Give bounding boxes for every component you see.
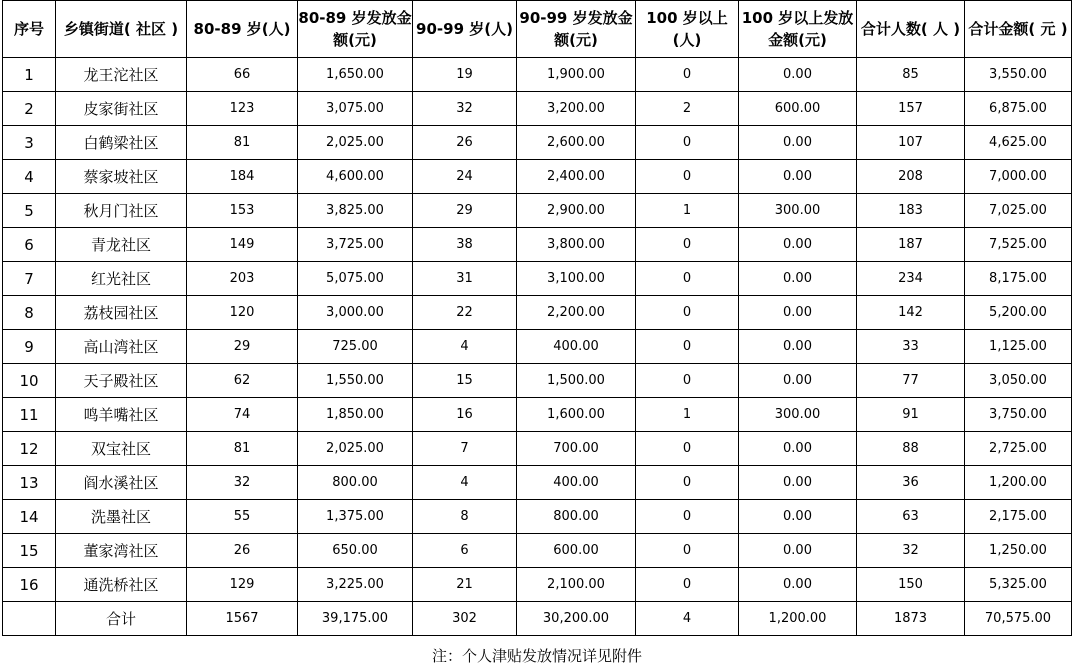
footnote: 注：个人津贴发放情况详见附件 xyxy=(431,647,642,665)
count-90-99-cell: 6 xyxy=(413,534,517,568)
count-80-89-cell: 81 xyxy=(187,126,298,160)
count-90-99-cell: 32 xyxy=(413,92,517,126)
community-cell: 白鹤梁社区 xyxy=(56,126,187,160)
count-80-89-cell: 149 xyxy=(187,228,298,262)
amount-100-plus-cell: 0.00 xyxy=(739,500,857,534)
amount-80-89-cell: 650.00 xyxy=(298,534,413,568)
table-row xyxy=(3,58,1072,92)
seq-cell: 16 xyxy=(3,568,56,602)
header-total-count: 合计人数( 人 ) xyxy=(857,1,965,58)
count-100-plus-cell: 0 xyxy=(636,534,739,568)
table-row xyxy=(3,92,1072,126)
count-80-89-cell: 203 xyxy=(187,262,298,296)
community-cell: 高山湾社区 xyxy=(56,330,187,364)
total-amount-cell: 6,875.00 xyxy=(965,92,1072,126)
total-count-cell: 33 xyxy=(857,330,965,364)
count-100-plus-cell: 0 xyxy=(636,466,739,500)
table-row xyxy=(3,330,1072,364)
total-row xyxy=(3,602,1072,636)
table-row xyxy=(3,398,1072,432)
amount-100-plus-cell: 0.00 xyxy=(739,296,857,330)
count-80-89-cell: 74 xyxy=(187,398,298,432)
count-80-89-cell: 26 xyxy=(187,534,298,568)
total-amount-cell: 8,175.00 xyxy=(965,262,1072,296)
count-100-plus-cell: 2 xyxy=(636,92,739,126)
seq-cell: 2 xyxy=(3,92,56,126)
amount-80-89-cell: 2,025.00 xyxy=(298,432,413,466)
table-row xyxy=(3,160,1072,194)
total-amount-cell: 1,250.00 xyxy=(965,534,1072,568)
amount-90-99-cell: 400.00 xyxy=(517,466,636,500)
amount-100-plus-cell: 600.00 xyxy=(739,92,857,126)
total-amount-cell: 1,125.00 xyxy=(965,330,1072,364)
count-100-plus-cell: 0 xyxy=(636,160,739,194)
seq-cell: 13 xyxy=(3,466,56,500)
count-80-89-cell: 55 xyxy=(187,500,298,534)
total-amount-cell: 3,550.00 xyxy=(965,58,1072,92)
table-row xyxy=(3,296,1072,330)
community-cell: 荔枝园社区 xyxy=(56,296,187,330)
count-80-89-cell: 81 xyxy=(187,432,298,466)
amount-100-plus-cell: 0.00 xyxy=(739,160,857,194)
seq-cell: 7 xyxy=(3,262,56,296)
total-amount-cell: 2,175.00 xyxy=(965,500,1072,534)
count-90-99-cell: 22 xyxy=(413,296,517,330)
count-80-89-cell: 62 xyxy=(187,364,298,398)
amount-100-plus-cell: 0.00 xyxy=(739,126,857,160)
amount-90-99-cell: 2,400.00 xyxy=(517,160,636,194)
total-amount-cell: 1,200.00 xyxy=(965,466,1072,500)
total-count-cell: 234 xyxy=(857,262,965,296)
seq-cell: 9 xyxy=(3,330,56,364)
amount-100-plus-cell: 0.00 xyxy=(739,262,857,296)
total-count-cell: 88 xyxy=(857,432,965,466)
count-100-plus-cell: 0 xyxy=(636,262,739,296)
count-90-99-cell: 21 xyxy=(413,568,517,602)
amount-80-89-cell: 725.00 xyxy=(298,330,413,364)
total-cell: 302 xyxy=(413,602,517,636)
total-count-cell: 77 xyxy=(857,364,965,398)
table-row xyxy=(3,534,1072,568)
amount-100-plus-cell: 300.00 xyxy=(739,398,857,432)
amount-100-plus-cell: 0.00 xyxy=(739,330,857,364)
total-cell: 70,575.00 xyxy=(965,602,1072,636)
community-cell: 青龙社区 xyxy=(56,228,187,262)
amount-80-89-cell: 1,550.00 xyxy=(298,364,413,398)
seq-cell: 6 xyxy=(3,228,56,262)
amount-80-89-cell: 3,075.00 xyxy=(298,92,413,126)
count-80-89-cell: 29 xyxy=(187,330,298,364)
amount-90-99-cell: 800.00 xyxy=(517,500,636,534)
community-cell: 红光社区 xyxy=(56,262,187,296)
total-amount-cell: 3,050.00 xyxy=(965,364,1072,398)
total-amount-cell: 2,725.00 xyxy=(965,432,1072,466)
amount-80-89-cell: 2,025.00 xyxy=(298,126,413,160)
community-cell: 鸣羊嘴社区 xyxy=(56,398,187,432)
header-100-plus-count: 100 岁以上(人) xyxy=(636,1,739,58)
count-80-89-cell: 129 xyxy=(187,568,298,602)
amount-80-89-cell: 800.00 xyxy=(298,466,413,500)
total-label: 合计 xyxy=(56,602,187,636)
total-count-cell: 36 xyxy=(857,466,965,500)
count-90-99-cell: 4 xyxy=(413,466,517,500)
count-90-99-cell: 19 xyxy=(413,58,517,92)
community-cell: 双宝社区 xyxy=(56,432,187,466)
amount-80-89-cell: 3,725.00 xyxy=(298,228,413,262)
amount-100-plus-cell: 0.00 xyxy=(739,364,857,398)
amount-100-plus-cell: 0.00 xyxy=(739,466,857,500)
amount-90-99-cell: 3,200.00 xyxy=(517,92,636,126)
header-80-89-count: 80-89 岁(人) xyxy=(187,1,298,58)
count-100-plus-cell: 0 xyxy=(636,500,739,534)
total-count-cell: 32 xyxy=(857,534,965,568)
amount-90-99-cell: 2,100.00 xyxy=(517,568,636,602)
count-100-plus-cell: 0 xyxy=(636,330,739,364)
total-cell: 39,175.00 xyxy=(298,602,413,636)
amount-100-plus-cell: 0.00 xyxy=(739,534,857,568)
amount-80-89-cell: 5,075.00 xyxy=(298,262,413,296)
total-count-cell: 150 xyxy=(857,568,965,602)
seq-cell: 5 xyxy=(3,194,56,228)
amount-80-89-cell: 1,850.00 xyxy=(298,398,413,432)
total-amount-cell: 7,525.00 xyxy=(965,228,1072,262)
total-amount-cell: 5,200.00 xyxy=(965,296,1072,330)
table-row xyxy=(3,364,1072,398)
amount-90-99-cell: 2,900.00 xyxy=(517,194,636,228)
count-90-99-cell: 4 xyxy=(413,330,517,364)
table-row xyxy=(3,432,1072,466)
amount-90-99-cell: 1,900.00 xyxy=(517,58,636,92)
seq-cell: 4 xyxy=(3,160,56,194)
count-80-89-cell: 184 xyxy=(187,160,298,194)
total-count-cell: 107 xyxy=(857,126,965,160)
total-amount-cell: 4,625.00 xyxy=(965,126,1072,160)
header-row xyxy=(3,1,1072,58)
count-100-plus-cell: 0 xyxy=(636,228,739,262)
amount-90-99-cell: 700.00 xyxy=(517,432,636,466)
count-90-99-cell: 8 xyxy=(413,500,517,534)
amount-90-99-cell: 3,800.00 xyxy=(517,228,636,262)
total-cell: 4 xyxy=(636,602,739,636)
total-amount-cell: 5,325.00 xyxy=(965,568,1072,602)
amount-100-plus-cell: 0.00 xyxy=(739,432,857,466)
seq-cell: 3 xyxy=(3,126,56,160)
total-count-cell: 208 xyxy=(857,160,965,194)
seq-cell: 1 xyxy=(3,58,56,92)
count-100-plus-cell: 1 xyxy=(636,398,739,432)
count-90-99-cell: 24 xyxy=(413,160,517,194)
seq-cell: 10 xyxy=(3,364,56,398)
count-80-89-cell: 123 xyxy=(187,92,298,126)
count-100-plus-cell: 0 xyxy=(636,364,739,398)
total-count-cell: 183 xyxy=(857,194,965,228)
amount-80-89-cell: 3,000.00 xyxy=(298,296,413,330)
subsidy-table xyxy=(2,0,1072,636)
count-90-99-cell: 26 xyxy=(413,126,517,160)
community-cell: 董家湾社区 xyxy=(56,534,187,568)
total-count-cell: 187 xyxy=(857,228,965,262)
table-row xyxy=(3,568,1072,602)
count-90-99-cell: 29 xyxy=(413,194,517,228)
total-cell: 1567 xyxy=(187,602,298,636)
header-80-89-amount: 80-89 岁发放金额(元) xyxy=(298,1,413,58)
total-cell: 1,200.00 xyxy=(739,602,857,636)
community-cell: 通洗桥社区 xyxy=(56,568,187,602)
amount-100-plus-cell: 300.00 xyxy=(739,194,857,228)
table-row xyxy=(3,466,1072,500)
count-100-plus-cell: 0 xyxy=(636,58,739,92)
count-90-99-cell: 38 xyxy=(413,228,517,262)
seq-cell: 14 xyxy=(3,500,56,534)
count-90-99-cell: 15 xyxy=(413,364,517,398)
count-80-89-cell: 66 xyxy=(187,58,298,92)
header-100-plus-amount: 100 岁以上发放金额(元) xyxy=(739,1,857,58)
count-80-89-cell: 120 xyxy=(187,296,298,330)
total-count-cell: 85 xyxy=(857,58,965,92)
count-80-89-cell: 32 xyxy=(187,466,298,500)
seq-cell: 15 xyxy=(3,534,56,568)
table-body xyxy=(3,58,1072,602)
total-count-cell: 142 xyxy=(857,296,965,330)
count-90-99-cell: 7 xyxy=(413,432,517,466)
community-cell: 皮家街社区 xyxy=(56,92,187,126)
total-amount-cell: 7,000.00 xyxy=(965,160,1072,194)
amount-90-99-cell: 1,500.00 xyxy=(517,364,636,398)
community-cell: 阎水溪社区 xyxy=(56,466,187,500)
seq-cell: 8 xyxy=(3,296,56,330)
count-80-89-cell: 153 xyxy=(187,194,298,228)
count-100-plus-cell: 0 xyxy=(636,296,739,330)
total-cell: 30,200.00 xyxy=(517,602,636,636)
table-row xyxy=(3,262,1072,296)
amount-80-89-cell: 1,650.00 xyxy=(298,58,413,92)
count-100-plus-cell: 0 xyxy=(636,126,739,160)
total-amount-cell: 3,750.00 xyxy=(965,398,1072,432)
table-row xyxy=(3,126,1072,160)
count-100-plus-cell: 0 xyxy=(636,568,739,602)
count-100-plus-cell: 1 xyxy=(636,194,739,228)
amount-90-99-cell: 2,200.00 xyxy=(517,296,636,330)
total-blank-cell xyxy=(3,602,56,636)
header-community: 乡镇街道( 社区 ) xyxy=(56,1,187,58)
header-seq: 序号 xyxy=(3,1,56,58)
count-100-plus-cell: 0 xyxy=(636,432,739,466)
seq-cell: 12 xyxy=(3,432,56,466)
amount-80-89-cell: 4,600.00 xyxy=(298,160,413,194)
amount-100-plus-cell: 0.00 xyxy=(739,58,857,92)
amount-80-89-cell: 3,225.00 xyxy=(298,568,413,602)
community-cell: 龙王沱社区 xyxy=(56,58,187,92)
community-cell: 秋月门社区 xyxy=(56,194,187,228)
community-cell: 洗墨社区 xyxy=(56,500,187,534)
community-cell: 蔡家坡社区 xyxy=(56,160,187,194)
total-amount-cell: 7,025.00 xyxy=(965,194,1072,228)
header-total-amount: 合计金额( 元 ) xyxy=(965,1,1072,58)
total-count-cell: 91 xyxy=(857,398,965,432)
count-90-99-cell: 16 xyxy=(413,398,517,432)
count-90-99-cell: 31 xyxy=(413,262,517,296)
table-row xyxy=(3,500,1072,534)
amount-80-89-cell: 1,375.00 xyxy=(298,500,413,534)
table-row xyxy=(3,228,1072,262)
community-cell: 天子殿社区 xyxy=(56,364,187,398)
table-row xyxy=(3,194,1072,228)
total-count-cell: 63 xyxy=(857,500,965,534)
amount-100-plus-cell: 0.00 xyxy=(739,228,857,262)
amount-90-99-cell: 1,600.00 xyxy=(517,398,636,432)
header-90-99-amount: 90-99 岁发放金额(元) xyxy=(517,1,636,58)
total-count-cell: 157 xyxy=(857,92,965,126)
amount-90-99-cell: 3,100.00 xyxy=(517,262,636,296)
total-cell: 1873 xyxy=(857,602,965,636)
amount-90-99-cell: 600.00 xyxy=(517,534,636,568)
amount-80-89-cell: 3,825.00 xyxy=(298,194,413,228)
amount-100-plus-cell: 0.00 xyxy=(739,568,857,602)
seq-cell: 11 xyxy=(3,398,56,432)
amount-90-99-cell: 400.00 xyxy=(517,330,636,364)
amount-90-99-cell: 2,600.00 xyxy=(517,126,636,160)
header-90-99-count: 90-99 岁(人) xyxy=(413,1,517,58)
